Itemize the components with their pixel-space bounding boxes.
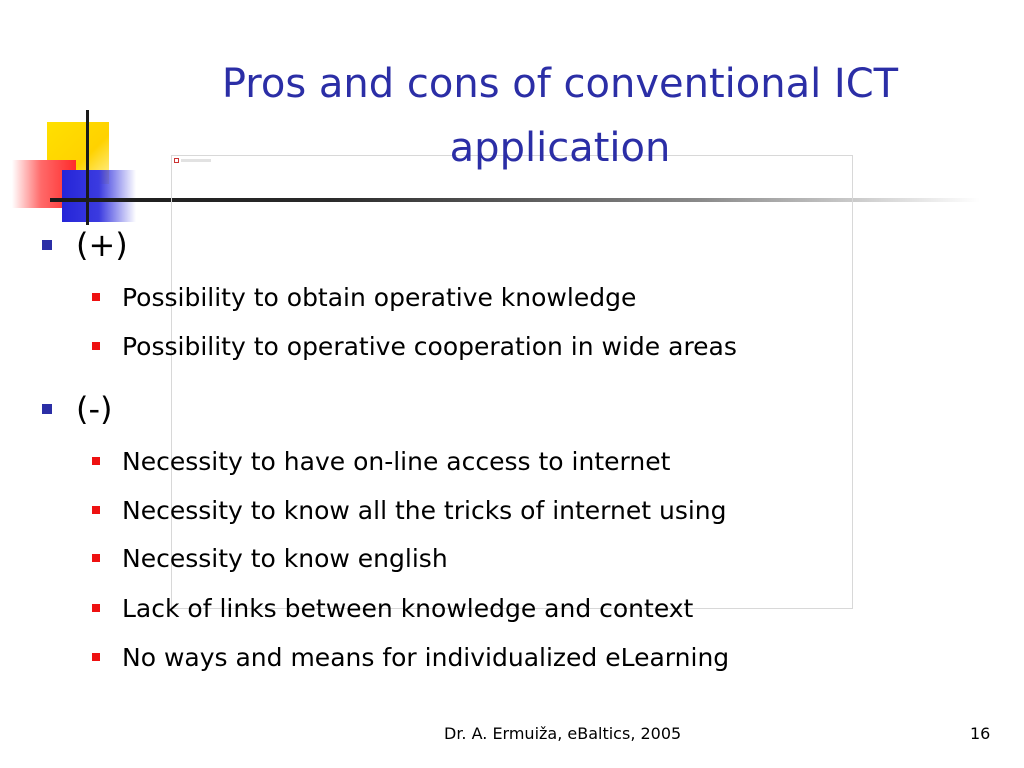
square-bullet-icon bbox=[92, 342, 100, 350]
sub-bullet-text: Necessity to know all the tricks of internet using bbox=[122, 495, 727, 525]
sub-bullet bbox=[92, 589, 693, 627]
sub-bullet bbox=[92, 278, 636, 316]
square-bullet-icon bbox=[92, 604, 100, 612]
sub-bullet bbox=[92, 442, 670, 480]
sub-bullet-text: No ways and means for individualized eLearning bbox=[122, 642, 730, 672]
sub-bullet-text: Necessity to know english bbox=[122, 543, 448, 573]
sub-bullet-text: Possibility to operative cooperation in wide areas bbox=[122, 331, 737, 361]
sub-bullet-text: Lack of links between knowledge and context bbox=[122, 593, 694, 623]
bullet-pros-label: (+) bbox=[76, 226, 128, 264]
sub-bullet bbox=[92, 638, 729, 676]
square-bullet-icon bbox=[92, 506, 100, 514]
square-bullet-icon bbox=[42, 240, 52, 250]
square-bullet-icon bbox=[92, 457, 100, 465]
bullet-pros bbox=[42, 222, 128, 268]
bullet-cons-label: (-) bbox=[76, 390, 113, 428]
bullet-cons bbox=[42, 386, 113, 432]
square-bullet-icon bbox=[92, 653, 100, 661]
square-bullet-icon bbox=[42, 404, 52, 414]
slide-title-line-1: Pros and cons of conventional ICT bbox=[221, 61, 899, 107]
sub-bullet bbox=[92, 539, 448, 577]
square-bullet-icon bbox=[92, 554, 100, 562]
footer-author: Dr. A. Ermuiža, eBaltics, 2005 bbox=[444, 724, 682, 743]
sub-bullet-text: Necessity to have on-line access to internet bbox=[122, 446, 671, 476]
square-bullet-icon bbox=[92, 293, 100, 301]
sub-bullet bbox=[92, 327, 737, 365]
page-number: 16 bbox=[970, 724, 991, 743]
sub-bullet-text: Possibility to obtain operative knowledge bbox=[122, 282, 637, 312]
sub-bullet bbox=[92, 491, 727, 529]
slide-title-line-2: application bbox=[449, 125, 671, 171]
